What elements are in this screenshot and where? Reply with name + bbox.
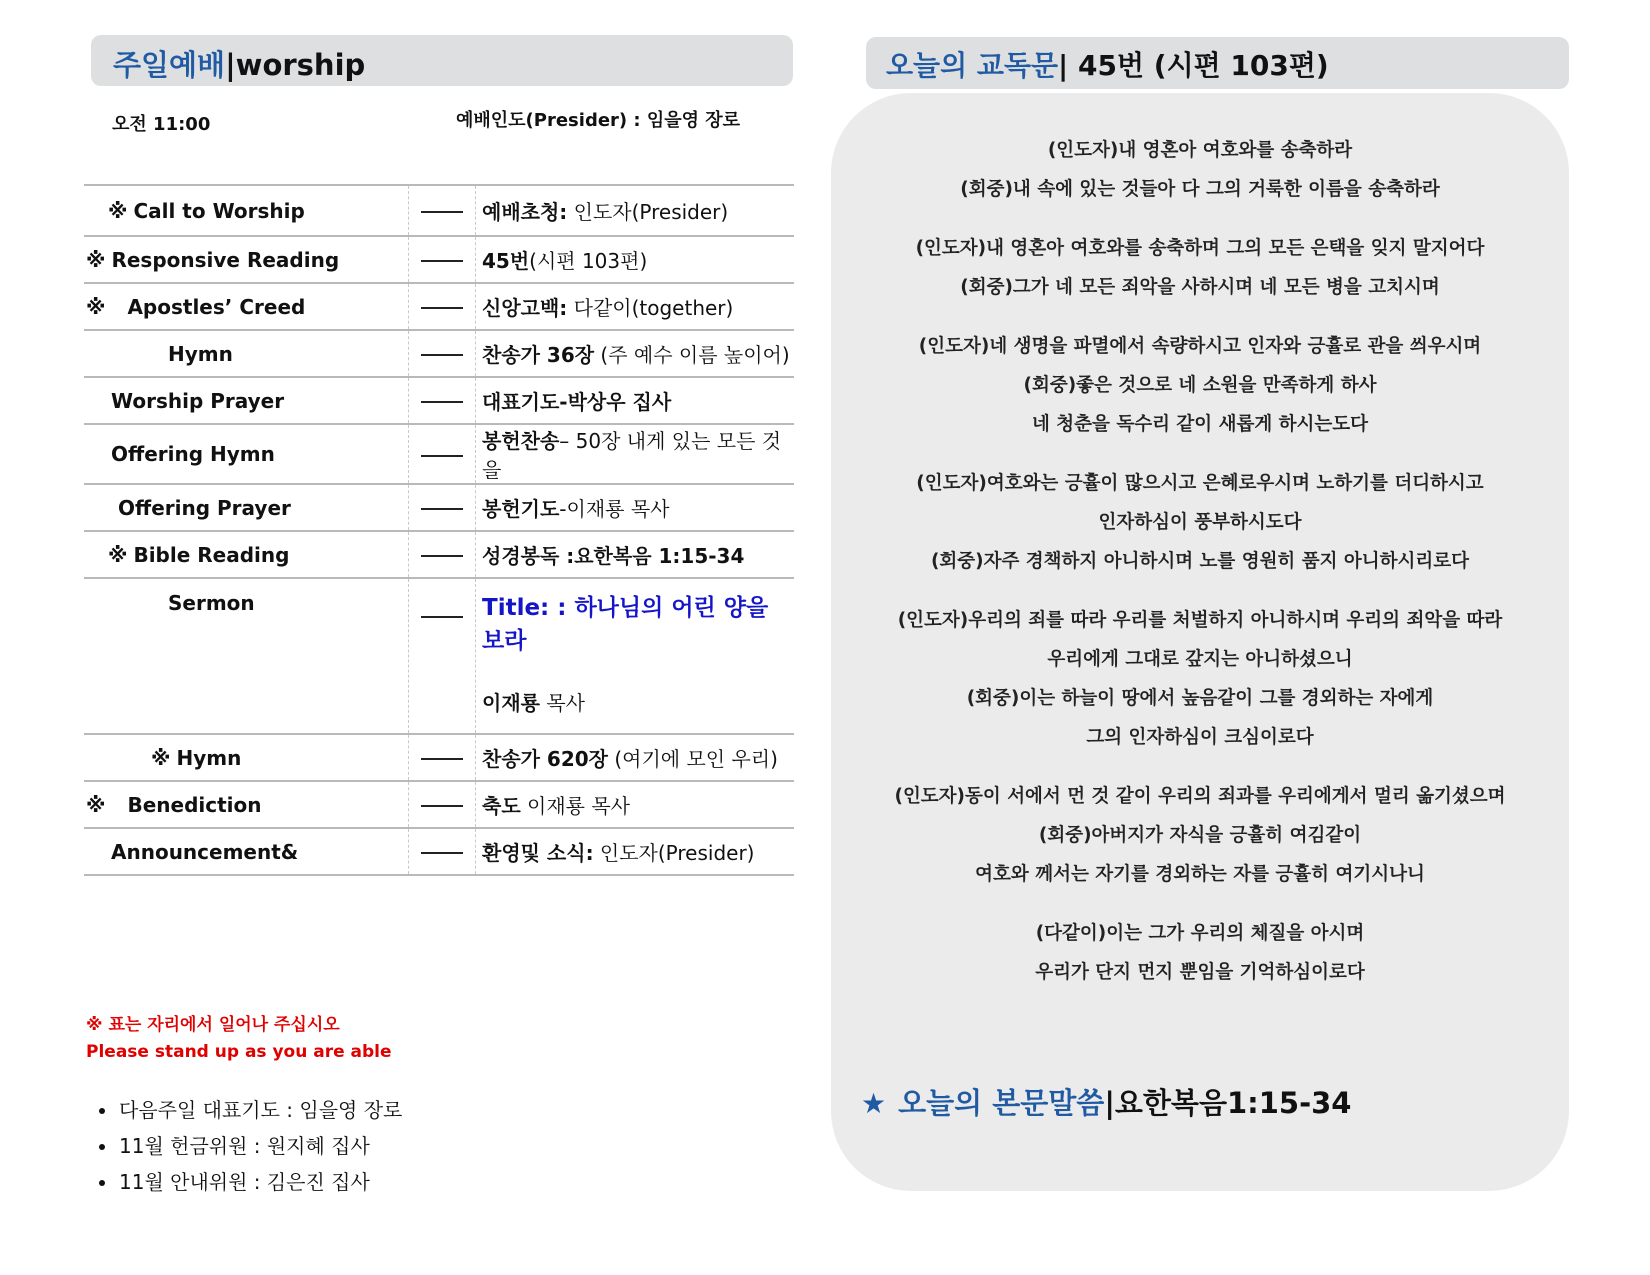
- standing-mark: ※: [108, 542, 128, 567]
- order-item-title-cell: [84, 424, 409, 484]
- reading-stanza: [831, 327, 1569, 444]
- dash-line: [421, 211, 463, 213]
- dash-line: [421, 555, 463, 557]
- order-row: [84, 734, 794, 781]
- order-item-rest: -이재룡 목사: [559, 497, 670, 521]
- reading-stanza: [831, 229, 1569, 307]
- order-item-title: Offering Prayer: [118, 495, 291, 520]
- reading-line: (회중)아버지가 자식을 긍휼히 여김같이: [1038, 825, 1362, 846]
- order-row: [84, 377, 794, 424]
- standing-mark: ※: [86, 792, 106, 817]
- dash-line: [421, 260, 463, 262]
- order-item-title: Announcement&: [111, 839, 299, 864]
- order-item-title-cell: [84, 781, 409, 828]
- standing-note: [86, 1012, 392, 1066]
- order-item-title-cell: [84, 377, 409, 424]
- reading-line: 네 청춘을 독수리 같이 새롭게 하시는도다: [1031, 414, 1368, 435]
- order-item-detail-cell: [476, 236, 795, 283]
- order-item-detail-cell: [476, 424, 795, 484]
- reading-line: (인도자)동이 서에서 먼 것 같이 우리의 죄과를 우리에게서 멀리 옮기셨으며: [894, 786, 1506, 807]
- order-item-detail-cell: [476, 283, 795, 330]
- order-item-main: 축도: [482, 794, 521, 818]
- order-row: [84, 424, 794, 484]
- reading-line: (회중)좋은 것으로 네 소원을 만족하게 하사: [1023, 375, 1377, 396]
- order-item-title: Hymn: [168, 341, 233, 366]
- reading-line: (회중)이는 하늘이 땅에서 높음같이 그를 경외하는 자에게: [966, 688, 1434, 709]
- star-icon: ★: [861, 1087, 887, 1120]
- order-row: [84, 531, 794, 578]
- order-row: [84, 484, 794, 531]
- worship-header-ko: 주일예배: [113, 48, 226, 82]
- dash-line: [421, 401, 463, 403]
- responsive-reading-header-rest: | 45번 (시편 103편): [1058, 49, 1329, 82]
- reading-line: (인도자)네 생명을 파멸에서 속량하시고 인자와 긍휼로 관을 씌우시며: [918, 336, 1482, 357]
- order-item-main: 찬송가 36장: [482, 343, 595, 367]
- service-time: 오전 11:00: [112, 114, 211, 135]
- order-row: [84, 283, 794, 330]
- order-item-main: 45번: [482, 249, 530, 273]
- reading-line: (회중)자주 경책하지 아니하시며 노를 영원히 품지 아니하시리로다: [930, 551, 1470, 572]
- order-item-title-cell: [84, 734, 409, 781]
- order-item-main: 신앙고백:: [482, 296, 568, 320]
- reading-line: (인도자)여호와는 긍휼이 많으시고 은혜로우시며 노하기를 더디하시고: [916, 473, 1484, 494]
- order-item-rest: (주 예수 이름 높이어): [594, 343, 790, 367]
- order-item-main: 봉헌기도: [482, 497, 560, 521]
- order-item-rest: (여기에 모인 우리): [608, 747, 778, 771]
- responsive-reading-header: [866, 37, 1569, 89]
- standing-mark: ※: [151, 745, 171, 770]
- order-item-detail-cell: [476, 781, 795, 828]
- order-item-title-cell: [84, 185, 409, 236]
- order-item-title: Responsive Reading: [111, 247, 340, 272]
- reading-stanza: [831, 601, 1569, 757]
- order-item-rest: 인도자(Presider): [593, 841, 755, 865]
- responsive-reading-header-ko: 오늘의 교독문: [886, 49, 1059, 82]
- order-row: [84, 185, 794, 236]
- reading-stanza: [831, 464, 1569, 581]
- order-item-title: Apostles’ Creed: [127, 294, 306, 319]
- dash-line: [421, 508, 463, 510]
- order-dash-cell: [409, 283, 476, 330]
- reading-line: (인도자)내 영혼아 여호와를 송축하며 그의 모든 은택을 잊지 말지어다: [915, 238, 1485, 259]
- order-dash-cell: [409, 377, 476, 424]
- order-row: [84, 781, 794, 828]
- standing-mark: ※: [108, 198, 128, 223]
- order-item-detail-cell: [476, 734, 795, 781]
- service-info: [112, 106, 752, 136]
- order-item-main: 찬송가 620장: [482, 747, 608, 771]
- order-item-detail-cell: [476, 828, 795, 875]
- dash-line: [421, 758, 463, 760]
- order-row: [84, 828, 794, 875]
- responsive-reading-panel: [831, 93, 1569, 1191]
- dash-line: [421, 307, 463, 309]
- order-item-title: Worship Prayer: [111, 388, 285, 413]
- reading-stanza: [831, 914, 1569, 992]
- responsive-reading-text: [831, 131, 1569, 1012]
- sermon-preacher-name: 이재룡: [482, 691, 540, 715]
- sermon-preacher: [482, 687, 794, 716]
- order-item-rest: 인도자(Presider): [567, 200, 729, 224]
- order-item-main: 성경봉독 :요한복음 1:15-34: [482, 544, 745, 568]
- reading-stanza: [831, 131, 1569, 209]
- order-item-rest: (시편 103편): [529, 249, 648, 273]
- reading-line: (인도자)우리의 죄를 따라 우리를 처벌하지 아니하시며 우리의 죄악을 따라: [897, 610, 1503, 631]
- order-item-title-cell: [84, 531, 409, 578]
- order-item-main: 봉헌찬송: [482, 429, 560, 453]
- service-presider: 예배인도(Presider) : 임을영 장로: [456, 110, 741, 131]
- announcement-item: • 11월 안내위원 : 김은진 집사: [118, 1164, 402, 1200]
- dash-line: [421, 852, 463, 854]
- order-dash-cell: [409, 484, 476, 531]
- order-dash-cell: [409, 828, 476, 875]
- worship-header: [91, 35, 793, 86]
- dash-line: [421, 805, 463, 807]
- announcement-item: • 다음주일 대표기도 : 임을영 장로: [118, 1092, 402, 1128]
- order-dash-cell: [409, 531, 476, 578]
- dash-line: [421, 354, 463, 356]
- dash-line: [421, 455, 463, 457]
- order-item-title: Sermon: [168, 591, 255, 615]
- order-row: [84, 578, 794, 734]
- reading-stanza: [831, 777, 1569, 894]
- dash-line: [421, 616, 463, 618]
- standing-mark: ※: [86, 294, 106, 319]
- order-item-rest: – 50장 내게 있는 모든 것을: [482, 429, 782, 482]
- order-item-detail-cell: [476, 330, 795, 377]
- order-item-detail-cell: [476, 578, 795, 734]
- sermon-preacher-title: 목사: [539, 691, 585, 715]
- order-item-title: Call to Worship: [133, 198, 305, 223]
- order-of-worship-table: [84, 184, 794, 876]
- standing-mark: ※: [86, 247, 106, 272]
- reading-line: 그의 인자하심이 크심이로다: [1086, 727, 1314, 748]
- reading-line: (회중)그가 네 모든 죄악을 사하시며 네 모든 병을 고치시며: [960, 277, 1440, 298]
- reading-line: (회중)내 속에 있는 것들아 다 그의 거룩한 이름을 송축하라: [960, 179, 1440, 200]
- order-item-title-cell: [84, 578, 409, 734]
- todays-scripture: [861, 1081, 1352, 1122]
- order-row: [84, 330, 794, 377]
- order-row: [84, 236, 794, 283]
- reading-line: 여호와 께서는 자기를 경외하는 자를 긍휼히 여기시나니: [975, 864, 1425, 885]
- order-dash-cell: [409, 330, 476, 377]
- reading-line: (인도자)내 영혼아 여호와를 송축하라: [1047, 140, 1353, 161]
- order-item-rest: 이재룡 목사: [520, 794, 630, 818]
- reading-line: (다같이)이는 그가 우리의 체질을 아시며: [1035, 923, 1365, 944]
- order-dash-cell: [409, 734, 476, 781]
- reading-line: 우리에게 그대로 갚지는 아니하셨으니: [1047, 649, 1353, 670]
- responsive-reading-title: [886, 44, 1329, 84]
- announcements-list: [82, 1092, 402, 1200]
- order-dash-cell: [409, 781, 476, 828]
- standing-note-ko: ※ 표는 자리에서 일어나 주십시오: [86, 1015, 340, 1035]
- sermon-title: Title: : 하나님의 어린 양을 보라: [482, 595, 769, 654]
- order-dash-cell: [409, 236, 476, 283]
- order-item-title-cell: [84, 828, 409, 875]
- order-item-title: Benediction: [127, 792, 262, 817]
- order-item-title-cell: [84, 236, 409, 283]
- worship-header-en: |worship: [225, 48, 366, 82]
- order-item-title: Hymn: [176, 745, 242, 770]
- order-item-title: Offering Hymn: [111, 442, 275, 466]
- todays-scripture-label: 오늘의 본문말씀: [898, 1086, 1105, 1120]
- order-dash-cell: [409, 578, 476, 734]
- todays-scripture-ref: |요한복음1:15-34: [1104, 1086, 1352, 1120]
- order-item-title-cell: [84, 283, 409, 330]
- order-item-detail-cell: [476, 531, 795, 578]
- order-item-main: 예배초청:: [482, 200, 568, 224]
- order-item-title: Bible Reading: [133, 542, 290, 567]
- announcement-item: • 11월 헌금위원 : 원지혜 집사: [118, 1128, 402, 1164]
- reading-line: 우리가 단지 먼지 뿐임을 기억하심이로다: [1035, 962, 1365, 983]
- order-item-detail-cell: [476, 484, 795, 531]
- order-item-detail-cell: [476, 377, 795, 424]
- reading-line: 인자하심이 풍부하시도다: [1098, 512, 1302, 533]
- order-item-title-cell: [84, 330, 409, 377]
- order-dash-cell: [409, 185, 476, 236]
- order-item-main: 대표기도-박상우 집사: [482, 390, 672, 414]
- order-item-main: 환영및 소식:: [482, 841, 594, 865]
- worship-header-title: [113, 43, 365, 84]
- order-item-title-cell: [84, 484, 409, 531]
- order-item-detail-cell: [476, 185, 795, 236]
- order-item-rest: 다같이(together): [567, 296, 734, 320]
- standing-note-en: Please stand up as you are able: [86, 1042, 392, 1062]
- order-dash-cell: [409, 424, 476, 484]
